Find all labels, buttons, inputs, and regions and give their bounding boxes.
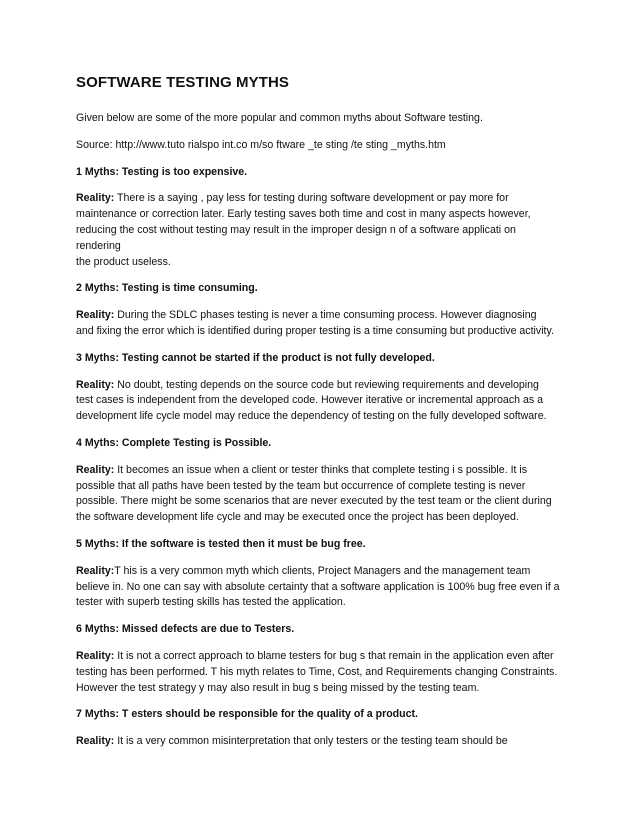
reality-label: Reality: — [76, 309, 115, 322]
reality-paragraph — [76, 378, 572, 425]
reality-paragraph — [76, 191, 572, 270]
reality-text: No doubt, testing depends on the source code but reviewing requirements and developing — [114, 378, 539, 391]
reality-line: rendering — [76, 239, 121, 252]
reality-paragraph — [76, 463, 572, 526]
myth-heading: 2 Myths: Testing is time consuming. — [76, 282, 258, 295]
reality-text: It becomes an issue when a client or tester thinks that complete testing i s possible. It is — [114, 463, 528, 476]
reality-line — [76, 564, 572, 580]
document-title: SOFTWARE TESTING MYTHS — [76, 74, 290, 91]
reality-line: the product useless. — [76, 255, 171, 268]
reality-paragraph — [76, 649, 572, 696]
reality-label: Reality: — [76, 378, 115, 391]
reality-text: It is a very common misinterpretation that only testers or the testing team should be — [114, 735, 508, 748]
reality-label: Reality: — [76, 564, 115, 577]
myth-heading: 4 Myths: Complete Testing is Possible. — [76, 436, 272, 449]
reality-line: possible that all paths have been tested by the team but occurrence of complete testing is never — [76, 479, 526, 492]
reality-text: T his is a very common myth which clients, Project Managers and the management team — [114, 564, 531, 577]
reality-paragraph — [76, 564, 572, 611]
reality-text: There is a saying , pay less for testing during software development or pay more for — [114, 192, 509, 205]
intro-paragraph: Given below are some of the more popular and common myths about Software testing. — [76, 112, 483, 124]
reality-paragraph — [76, 308, 572, 340]
reality-label: Reality: — [76, 649, 115, 662]
reality-line: possible. There might be some scenarios that are never executed by the test team or the client during — [76, 495, 552, 508]
reality-line: believe in. No one can say with absolute certainty that a software application is 100% bug free even if a — [76, 580, 560, 593]
myth-heading: 5 Myths: If the software is tested then it must be bug free. — [76, 537, 366, 550]
reality-label: Reality: — [76, 192, 115, 205]
reality-line: the software development life cycle and may be executed once the project has been deployed. — [76, 511, 519, 524]
reality-line: maintenance or correction later. Early testing saves both time and cost in many aspects however, — [76, 208, 531, 221]
reality-paragraph — [76, 734, 572, 750]
reality-line — [76, 734, 572, 750]
reality-label: Reality: — [76, 463, 115, 476]
reality-line — [76, 378, 572, 394]
reality-line — [76, 649, 572, 665]
myth-heading: 7 Myths: T esters should be responsible for the quality of a product. — [76, 708, 418, 721]
document-page — [76, 74, 572, 761]
myth-heading: 3 Myths: Testing cannot be started if the product is not fully developed. — [76, 351, 435, 364]
myth-heading: 1 Myths: Testing is too expensive. — [76, 165, 248, 178]
reality-line — [76, 191, 572, 207]
reality-label: Reality: — [76, 735, 115, 748]
reality-line: However the test strategy y may also result in bug s being missed by the testing team. — [76, 681, 480, 694]
reality-line — [76, 463, 572, 479]
myth-sections — [76, 165, 572, 750]
reality-line: and fixing the error which is identified during proper testing is a time consuming but productive activity. — [76, 324, 554, 337]
reality-line: test cases is independent from the developed code. However iterative or incremental approach as a — [76, 394, 543, 407]
reality-text: During the SDLC phases testing is never a time consuming process. However diagnosing — [114, 309, 537, 322]
myth-heading: 6 Myths: Missed defects are due to Testers. — [76, 623, 295, 636]
reality-text: It is not a correct approach to blame testers for bug s that remain in the application even after — [114, 649, 554, 662]
reality-line — [76, 308, 572, 324]
reality-line: testing has been performed. T his myth relates to Time, Cost, and Requirements changing Constraints. — [76, 665, 558, 678]
source-line: Source: http://www.tuto rialspo int.co m/so ftware _te sting /te sting _myths.htm — [76, 138, 446, 151]
reality-line: reducing the cost without testing may result in the improper design n of a software applicati on — [76, 223, 516, 236]
reality-line: development life cycle model may reduce the dependency of testing on the fully developed software. — [76, 410, 547, 423]
reality-line: tester with superb testing skills has tested the application. — [76, 596, 346, 609]
